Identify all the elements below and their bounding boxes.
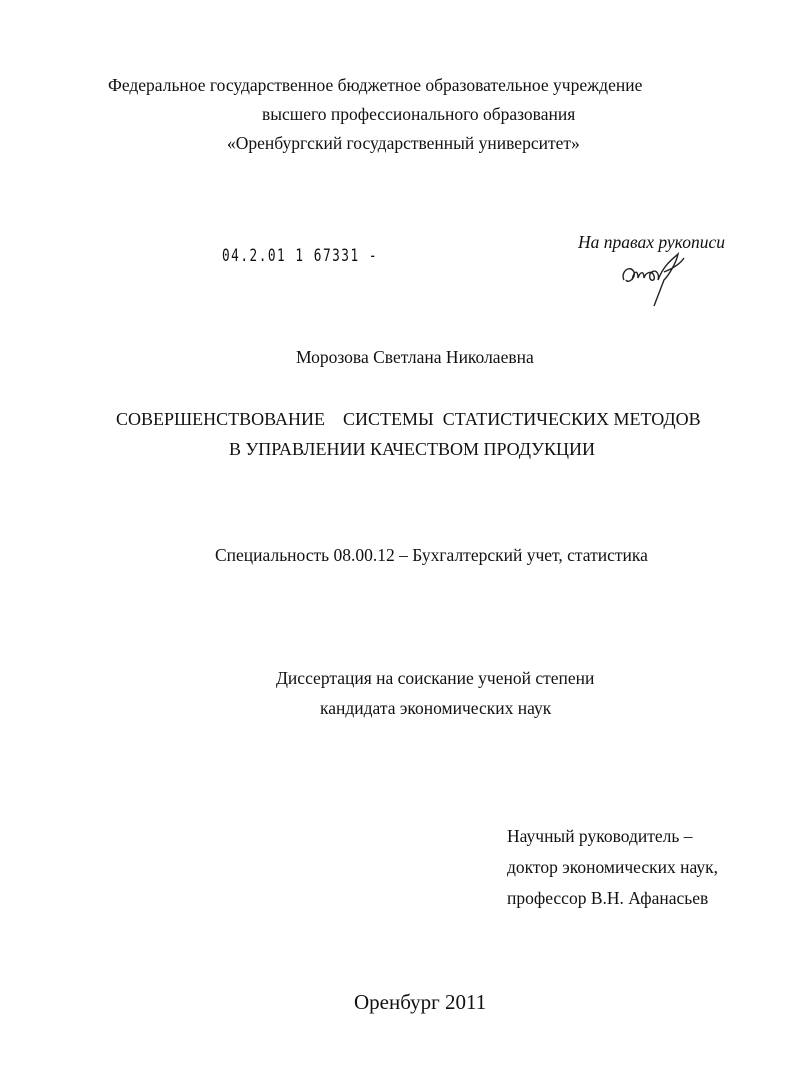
signature-image (618, 250, 698, 310)
city-year: Оренбург 2011 (354, 990, 487, 1014)
manuscript-note: На правах рукописи (578, 232, 725, 252)
degree-line-1: Диссертация на соискание ученой степени (276, 668, 595, 688)
supervisor-line-3: профессор В.Н. Афанасьев (507, 888, 709, 908)
institution-line-2: высшего профессионального образования (262, 104, 576, 124)
degree-line-2: кандидата экономических наук (320, 698, 552, 718)
specialty: Специальность 08.00.12 – Бухгалтерский учет, статистика (215, 545, 648, 565)
author-name: Морозова Светлана Николаевна (296, 347, 534, 367)
institution-line-1: Федеральное государственное бюджетное образовательное учреждение (108, 75, 643, 95)
institution-line-3: «Оренбургский государственный университет» (227, 133, 580, 153)
dissertation-title-line-1: СОВЕРШЕНСТВОВАНИЕ СИСТЕМЫ СТАТИСТИЧЕСКИХ МЕТОДОВ (116, 409, 701, 429)
supervisor-line-1: Научный руководитель – (507, 826, 693, 846)
dissertation-title-line-2: В УПРАВЛЕНИИ КАЧЕСТВОМ ПРОДУКЦИИ (229, 439, 596, 459)
supervisor-line-2: доктор экономических наук, (507, 857, 718, 877)
registration-number-stamp: 04.2.01 1 67331 - (222, 246, 378, 266)
